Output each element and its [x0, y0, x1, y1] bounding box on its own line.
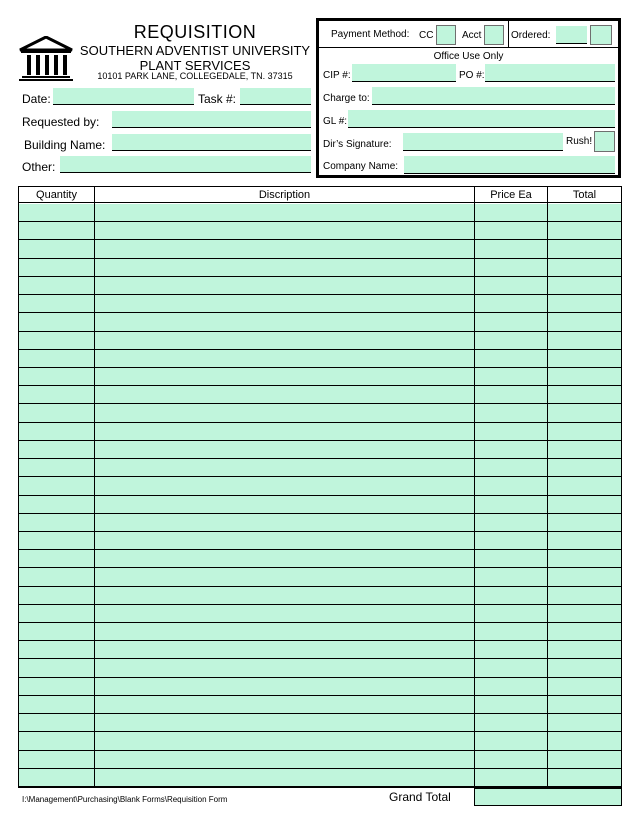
price-column-header: Price Ea — [475, 187, 547, 203]
description-cell[interactable] — [95, 678, 474, 696]
price-cell[interactable] — [475, 641, 547, 659]
price-cell[interactable] — [475, 532, 547, 550]
quantity-cell[interactable] — [19, 568, 94, 586]
description-cell[interactable] — [95, 441, 474, 459]
quantity-cell[interactable] — [19, 240, 94, 258]
description-cell[interactable] — [95, 259, 474, 277]
quantity-cell[interactable] — [19, 386, 94, 404]
table-row — [19, 386, 621, 404]
dir-signature-label: Dir’s Signature: — [323, 139, 392, 150]
description-cell[interactable] — [95, 550, 474, 568]
office-use-only-heading: Office Use Only — [433, 51, 504, 62]
file-path: I:\Management\Purchasing\Blank Forms\Requisition Form — [22, 795, 228, 804]
table-row — [19, 514, 621, 532]
other-label: Other: — [22, 160, 56, 174]
price-cell[interactable] — [475, 605, 547, 623]
description-cell[interactable] — [95, 696, 474, 714]
price-cell[interactable] — [475, 277, 547, 295]
total-cell[interactable] — [548, 240, 621, 258]
price-cell[interactable] — [475, 295, 547, 313]
table-row — [19, 641, 621, 659]
total-cell[interactable] — [548, 568, 621, 586]
total-cell[interactable] — [548, 350, 621, 368]
quantity-cell[interactable] — [19, 714, 94, 732]
po-field[interactable] — [485, 64, 615, 82]
price-cell[interactable] — [475, 550, 547, 568]
description-cell[interactable] — [95, 751, 474, 769]
price-cell[interactable] — [475, 222, 547, 240]
rush-checkbox[interactable] — [594, 131, 615, 152]
table-row — [19, 769, 621, 787]
price-cell[interactable] — [475, 332, 547, 350]
charge-to-field[interactable] — [372, 87, 615, 105]
price-cell[interactable] — [475, 368, 547, 386]
description-cell[interactable] — [95, 477, 474, 495]
quantity-cell[interactable] — [19, 769, 94, 787]
office-row-divider — [319, 47, 618, 48]
quantity-cell[interactable] — [19, 477, 94, 495]
table-row — [19, 204, 621, 222]
total-cell[interactable] — [548, 714, 621, 732]
building-name-label: Building Name: — [24, 138, 106, 152]
cip-field[interactable] — [352, 64, 456, 82]
total-cell[interactable] — [548, 605, 621, 623]
price-cell[interactable] — [475, 350, 547, 368]
quantity-cell[interactable] — [19, 496, 94, 514]
quantity-cell[interactable] — [19, 368, 94, 386]
quantity-cell[interactable] — [19, 678, 94, 696]
date-field[interactable] — [53, 88, 194, 105]
price-cell[interactable] — [475, 732, 547, 750]
price-cell[interactable] — [475, 714, 547, 732]
table-row — [19, 714, 621, 732]
quantity-cell[interactable] — [19, 204, 94, 222]
total-cell[interactable] — [548, 368, 621, 386]
price-cell[interactable] — [475, 477, 547, 495]
quantity-cell[interactable] — [19, 222, 94, 240]
quantity-cell[interactable] — [19, 332, 94, 350]
total-cell[interactable] — [548, 769, 621, 787]
description-cell[interactable] — [95, 605, 474, 623]
total-cell[interactable] — [548, 587, 621, 605]
description-column-header: Discription — [95, 187, 474, 203]
price-cell[interactable] — [475, 696, 547, 714]
table-row — [19, 404, 621, 422]
table-row — [19, 678, 621, 696]
total-cell[interactable] — [548, 332, 621, 350]
quantity-cell[interactable] — [19, 350, 94, 368]
description-cell[interactable] — [95, 532, 474, 550]
total-cell[interactable] — [548, 277, 621, 295]
table-row — [19, 659, 621, 677]
requested-by-field[interactable] — [112, 111, 311, 128]
total-cell[interactable] — [548, 404, 621, 422]
quantity-cell[interactable] — [19, 605, 94, 623]
total-cell[interactable] — [548, 496, 621, 514]
quantity-cell[interactable] — [19, 659, 94, 677]
price-cell[interactable] — [475, 423, 547, 441]
rush-label: Rush! — [566, 136, 593, 147]
description-cell[interactable] — [95, 568, 474, 586]
total-cell[interactable] — [548, 386, 621, 404]
description-cell[interactable] — [95, 714, 474, 732]
description-cell[interactable] — [95, 332, 474, 350]
table-row — [19, 259, 621, 277]
description-cell[interactable] — [95, 514, 474, 532]
grand-total-label: Grand Total — [389, 790, 451, 804]
table-row — [19, 587, 621, 605]
total-cell[interactable] — [548, 204, 621, 222]
quantity-cell[interactable] — [19, 259, 94, 277]
grand-total-field[interactable] — [474, 788, 622, 806]
table-row — [19, 441, 621, 459]
total-column-header: Total — [548, 187, 621, 203]
quantity-column-header: Quantity — [19, 187, 94, 203]
quantity-cell[interactable] — [19, 696, 94, 714]
price-cell[interactable] — [475, 404, 547, 422]
description-cell[interactable] — [95, 222, 474, 240]
cc-checkbox[interactable] — [436, 25, 456, 45]
description-cell[interactable] — [95, 732, 474, 750]
total-cell[interactable] — [548, 751, 621, 769]
quantity-cell[interactable] — [19, 441, 94, 459]
total-cell[interactable] — [548, 259, 621, 277]
building-columns-icon — [18, 36, 74, 82]
table-row — [19, 732, 621, 750]
price-cell[interactable] — [475, 751, 547, 769]
price-cell[interactable] — [475, 496, 547, 514]
table-row — [19, 240, 621, 258]
price-cell[interactable] — [475, 459, 547, 477]
total-cell[interactable] — [548, 623, 621, 641]
page-title: REQUISITION — [133, 22, 257, 42]
quantity-cell[interactable] — [19, 623, 94, 641]
total-cell[interactable] — [548, 696, 621, 714]
org-department: PLANT SERVICES — [139, 58, 251, 73]
quantity-cell[interactable] — [19, 641, 94, 659]
table-row — [19, 751, 621, 769]
total-cell[interactable] — [548, 732, 621, 750]
total-cell[interactable] — [548, 659, 621, 677]
acct-checkbox[interactable] — [484, 25, 504, 45]
table-row — [19, 623, 621, 641]
column-divider — [474, 187, 475, 787]
column-divider — [94, 187, 95, 787]
quantity-cell[interactable] — [19, 295, 94, 313]
task-field[interactable] — [240, 88, 311, 105]
price-cell[interactable] — [475, 587, 547, 605]
description-cell[interactable] — [95, 368, 474, 386]
total-cell[interactable] — [548, 477, 621, 495]
quantity-cell[interactable] — [19, 277, 94, 295]
price-cell[interactable] — [475, 659, 547, 677]
table-row — [19, 477, 621, 495]
quantity-cell[interactable] — [19, 550, 94, 568]
quantity-cell[interactable] — [19, 404, 94, 422]
column-divider — [547, 187, 548, 787]
table-row — [19, 313, 621, 331]
price-cell[interactable] — [475, 259, 547, 277]
quantity-cell[interactable] — [19, 532, 94, 550]
company-name-label: Company Name: — [323, 161, 399, 172]
price-cell[interactable] — [475, 769, 547, 787]
description-cell[interactable] — [95, 386, 474, 404]
description-cell[interactable] — [95, 423, 474, 441]
description-cell[interactable] — [95, 641, 474, 659]
table-row — [19, 368, 621, 386]
total-cell[interactable] — [548, 423, 621, 441]
office-col-divider — [508, 21, 509, 47]
price-cell[interactable] — [475, 313, 547, 331]
total-cell[interactable] — [548, 441, 621, 459]
description-cell[interactable] — [95, 404, 474, 422]
table-row — [19, 568, 621, 586]
table-row — [19, 350, 621, 368]
total-cell[interactable] — [548, 295, 621, 313]
total-cell[interactable] — [548, 459, 621, 477]
description-cell[interactable] — [95, 295, 474, 313]
table-row — [19, 332, 621, 350]
price-cell[interactable] — [475, 441, 547, 459]
price-cell[interactable] — [475, 623, 547, 641]
ordered-label: Ordered: — [511, 30, 551, 41]
description-cell[interactable] — [95, 459, 474, 477]
description-cell[interactable] — [95, 350, 474, 368]
price-cell[interactable] — [475, 678, 547, 696]
table-row — [19, 496, 621, 514]
requested-by-label: Requested by: — [22, 115, 100, 129]
description-cell[interactable] — [95, 769, 474, 787]
total-cell[interactable] — [548, 532, 621, 550]
quantity-cell[interactable] — [19, 732, 94, 750]
total-cell[interactable] — [548, 514, 621, 532]
charge-to-label: Charge to: — [323, 93, 370, 104]
date-label: Date: — [22, 92, 51, 106]
company-name-field[interactable] — [404, 156, 615, 174]
total-cell[interactable] — [548, 313, 621, 331]
quantity-cell[interactable] — [19, 423, 94, 441]
total-cell[interactable] — [548, 678, 621, 696]
total-cell[interactable] — [548, 550, 621, 568]
table-row — [19, 532, 621, 550]
org-name: SOUTHERN ADVENTIST UNIVERSITY — [79, 43, 311, 58]
cc-label: CC — [419, 30, 434, 41]
ordered-checkbox[interactable] — [590, 25, 612, 45]
price-cell[interactable] — [475, 568, 547, 586]
price-cell[interactable] — [475, 204, 547, 222]
description-cell[interactable] — [95, 277, 474, 295]
building-name-field[interactable] — [112, 134, 311, 151]
description-cell[interactable] — [95, 313, 474, 331]
cip-label: CIP #: — [323, 70, 351, 81]
table-row — [19, 277, 621, 295]
description-cell[interactable] — [95, 623, 474, 641]
table-row — [19, 295, 621, 313]
table-row — [19, 423, 621, 441]
table-row — [19, 222, 621, 240]
acct-label: Acct — [462, 30, 482, 41]
quantity-cell[interactable] — [19, 751, 94, 769]
description-cell[interactable] — [95, 587, 474, 605]
other-field[interactable] — [60, 156, 311, 173]
price-cell[interactable] — [475, 240, 547, 258]
quantity-cell[interactable] — [19, 587, 94, 605]
description-cell[interactable] — [95, 240, 474, 258]
price-cell[interactable] — [475, 514, 547, 532]
gl-field[interactable] — [348, 110, 615, 128]
total-cell[interactable] — [548, 222, 621, 240]
description-cell[interactable] — [95, 659, 474, 677]
payment-method-label: Payment Method: — [331, 29, 410, 40]
ordered-field[interactable] — [556, 26, 587, 44]
items-table — [18, 186, 622, 788]
price-cell[interactable] — [475, 386, 547, 404]
quantity-cell[interactable] — [19, 459, 94, 477]
po-label: PO #: — [459, 70, 485, 81]
task-label: Task #: — [198, 92, 237, 106]
total-cell[interactable] — [548, 641, 621, 659]
gl-label: GL #: — [323, 116, 348, 127]
table-row — [19, 605, 621, 623]
org-address: 10101 PARK LANE, COLLEGEDALE, TN. 37315 — [97, 71, 293, 81]
quantity-cell[interactable] — [19, 514, 94, 532]
dir-signature-field[interactable] — [403, 133, 563, 151]
quantity-cell[interactable] — [19, 313, 94, 331]
description-cell[interactable] — [95, 496, 474, 514]
description-cell[interactable] — [95, 204, 474, 222]
table-row — [19, 696, 621, 714]
table-row — [19, 550, 621, 568]
table-row — [19, 459, 621, 477]
